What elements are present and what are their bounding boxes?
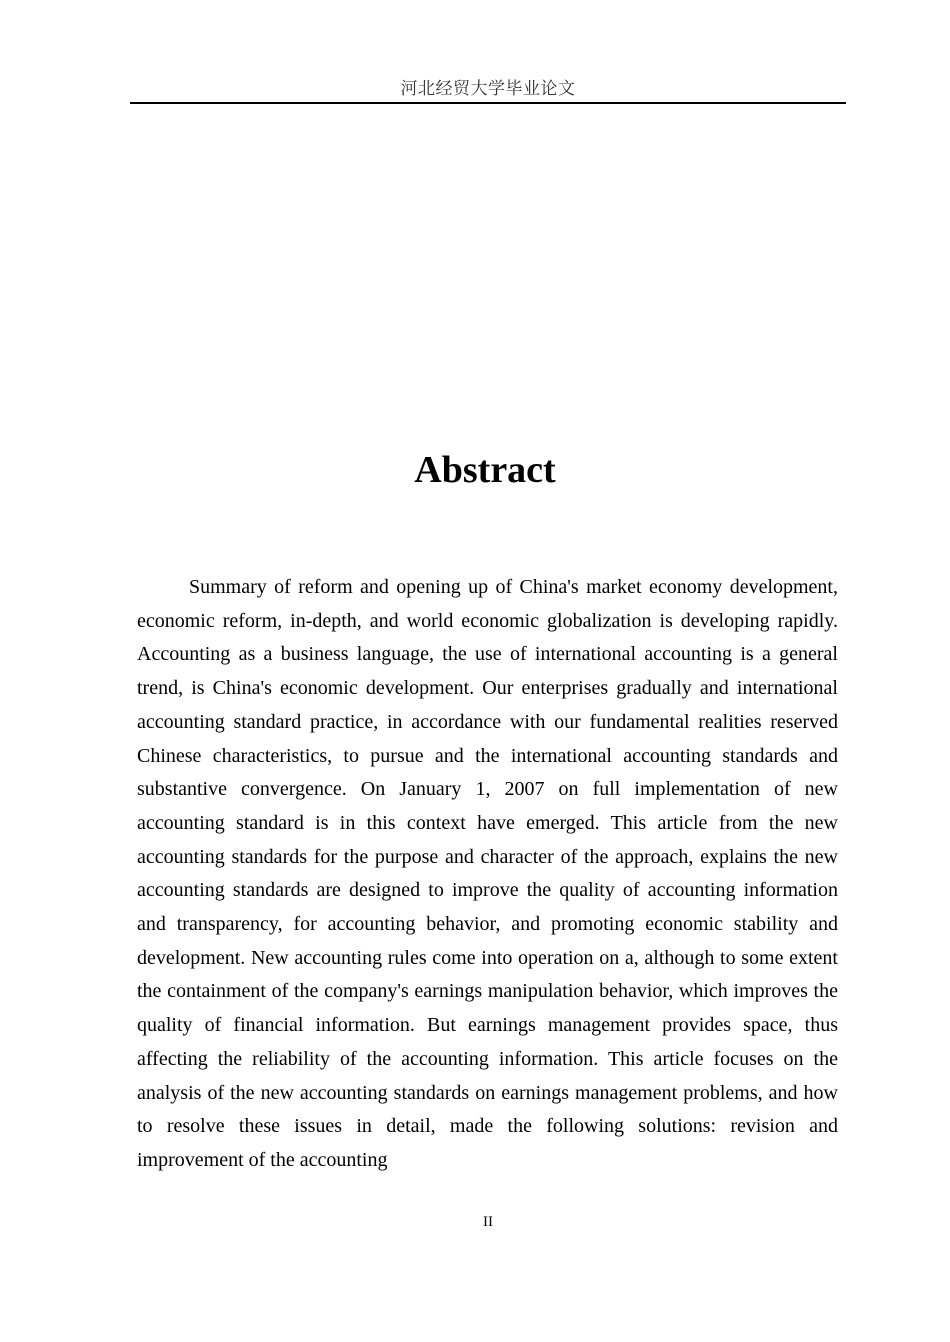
page-number: II xyxy=(483,1214,493,1230)
header-title: 河北经贸大学毕业论文 xyxy=(400,79,576,99)
page-header xyxy=(130,76,846,104)
abstract-heading: Abstract xyxy=(414,449,556,491)
abstract-paragraph: Summary of reform and opening up of China's market economy development, economic reform, in-depth, and world economic globalization is developing rapidly. Accounting as a business language, the use of international accounting is a general trend, is China's economic development. Our enterprises gradually and international accounting standard practice, in accordance with our fundamental realities reserved Chinese characteristics, to pursue and the international accounting standards and substantive convergence. On January 1, 2007 on full implementation of new accounting standard is in this context have emerged. This article from the new accounting standards for the purpose and character of the approach, explains the new accounting standards are designed to improve the quality of accounting information and transparency, for accounting behavior, and promoting economic stability and development. New accounting rules come into operation on a, although to some extent the containment of the company's earnings manipulation behavior, which improves the quality of financial information. But earnings management provides space, thus affecting the reliability of the accounting information. This article focuses on the analysis of the new accounting standards on earnings management problems, and how to resolve these issues in detail, made the following solutions: revision and improvement of the accounting xyxy=(137,576,838,1171)
